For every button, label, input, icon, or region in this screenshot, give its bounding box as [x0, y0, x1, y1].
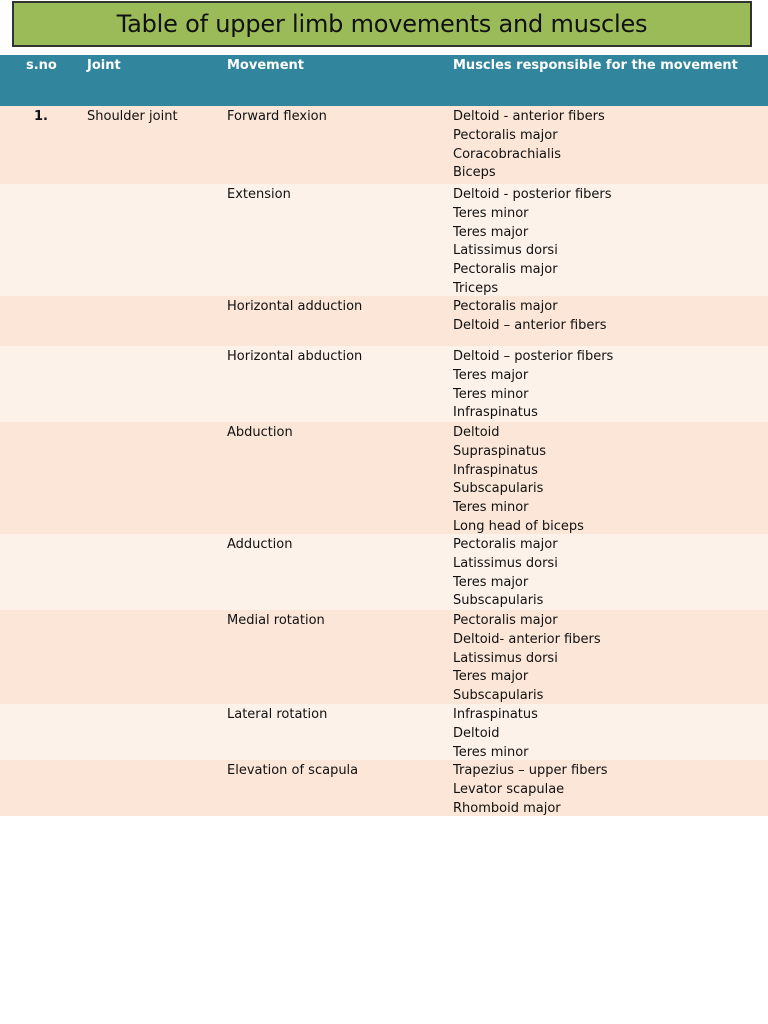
row-muscles: [453, 762, 608, 818]
muscle-item: Deltoid - anterior fibers: [453, 109, 605, 124]
muscle-item: Infraspinatus: [453, 405, 538, 421]
table-row: [0, 106, 768, 184]
row-movement: Lateral rotation: [227, 707, 328, 722]
muscle-item: Deltoid – posterior fibers: [453, 349, 614, 364]
muscle-item: Pectoralis major: [453, 127, 558, 143]
muscle-item: Deltoid – anterior fibers: [453, 317, 607, 333]
muscle-item: Subscapularis: [453, 688, 544, 704]
table-row: [0, 346, 768, 422]
muscle-item: Deltoid: [453, 425, 500, 440]
muscle-item: Teres major: [453, 224, 529, 240]
header-muscles: Muscles responsible for the movement: [453, 58, 738, 73]
muscle-item: Infraspinatus: [453, 462, 538, 478]
row-movement: Medial rotation: [227, 613, 325, 628]
muscle-item: Teres minor: [453, 744, 529, 760]
muscle-item: Teres minor: [453, 500, 529, 516]
row-movement: Horizontal abduction: [227, 349, 363, 364]
muscle-item: Latissimus dorsi: [453, 555, 558, 571]
muscle-item: Pectoralis major: [453, 537, 558, 552]
row-muscles: [453, 186, 612, 299]
table-row: [0, 184, 768, 296]
page-title: Table of upper limb movements and muscles: [116, 10, 648, 38]
header-movement: Movement: [227, 58, 304, 73]
table-row: [0, 704, 768, 760]
muscle-item: Teres minor: [453, 205, 529, 221]
row-muscles: [453, 424, 584, 537]
row-movement: Horizontal adduction: [227, 299, 363, 314]
muscle-item: Triceps: [453, 280, 499, 296]
muscle-item: Deltoid: [453, 725, 500, 741]
muscle-item: Subscapularis: [453, 481, 544, 497]
muscle-item: Teres major: [453, 574, 529, 590]
muscle-item: Teres major: [453, 367, 529, 383]
row-movement: Abduction: [227, 425, 293, 440]
table-row: [0, 296, 768, 346]
row-muscles: [453, 108, 605, 183]
muscle-item: Latissimus dorsi: [453, 243, 558, 259]
muscle-item: Deltoid- anterior fibers: [453, 631, 601, 647]
table-row: [0, 610, 768, 704]
muscle-item: Teres minor: [453, 386, 529, 402]
muscle-item: Latissimus dorsi: [453, 650, 558, 666]
row-sno: 1.: [34, 109, 48, 124]
muscle-item: Trapezius – upper fibers: [453, 763, 608, 778]
muscle-item: Biceps: [453, 165, 496, 181]
table-row: [0, 760, 768, 816]
muscle-item: Supraspinatus: [453, 443, 547, 459]
title-banner: [12, 1, 752, 47]
row-movement: Adduction: [227, 537, 293, 552]
row-movement: Elevation of scapula: [227, 763, 359, 778]
row-muscles: [453, 348, 613, 423]
row-muscles: [453, 612, 601, 706]
table-body: [0, 106, 768, 816]
muscle-item: Deltoid - posterior fibers: [453, 187, 612, 202]
row-muscles: [453, 298, 607, 336]
muscle-item: Rhomboid major: [453, 800, 561, 816]
row-muscles: [453, 536, 558, 611]
row-muscles: [453, 706, 538, 762]
muscle-item: Pectoralis major: [453, 262, 558, 278]
table-row: [0, 534, 768, 610]
muscle-item: Long head of biceps: [453, 518, 584, 534]
row-movement: Extension: [227, 187, 291, 202]
muscle-item: Coracobrachialis: [453, 146, 561, 162]
row-movement: Forward flexion: [227, 109, 327, 124]
table-row: [0, 422, 768, 534]
muscle-item: Subscapularis: [453, 593, 544, 609]
muscle-item: Infraspinatus: [453, 707, 538, 722]
header-sno: s.no: [26, 58, 57, 73]
header-joint: Joint: [87, 58, 121, 73]
muscle-item: Pectoralis major: [453, 299, 558, 314]
muscle-item: Pectoralis major: [453, 613, 558, 628]
table-header: [0, 55, 768, 106]
row-joint: Shoulder joint: [87, 109, 178, 124]
muscle-item: Teres major: [453, 669, 529, 685]
muscle-item: Levator scapulae: [453, 781, 565, 797]
